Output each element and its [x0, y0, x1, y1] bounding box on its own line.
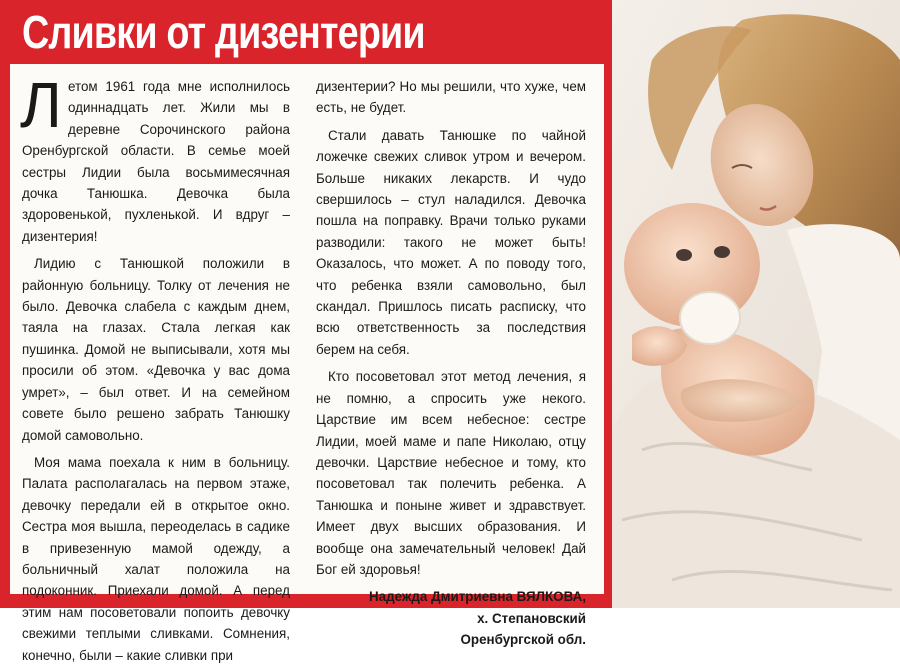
- author-name: Надежда Дмитриевна ВЯЛКОВА,: [369, 589, 586, 605]
- drop-cap: Л: [20, 69, 62, 141]
- baby-eye-right: [714, 246, 730, 258]
- author-signature: [316, 586, 586, 650]
- article-body: [10, 64, 604, 663]
- baby-eye-left: [676, 249, 692, 261]
- baby-bottle: [680, 292, 740, 344]
- article-paragraph-1: [20, 69, 290, 247]
- author-region: Оренбургской обл.: [460, 632, 586, 648]
- author-place: х. Степановский: [477, 610, 586, 626]
- mother-baby-photo: [612, 0, 900, 608]
- article-column-right: [316, 76, 586, 651]
- article-paragraph-4: дизентерии? Но мы решили, что хуже, чем есть, не будет.: [316, 79, 586, 116]
- article-paragraph-3: Моя мама поехала к ним в больницу. Палата располагалась на первом этаже, девочку передали ей в открытое окно. Сестра моя вышла, переоделась в садике в привезенную мамой одежду, а больничный халат положила на подоконник. Приехали домой. А перед этим нам посоветовали попоить девочку свежими теплыми сливками. Сомнения, конечно, были – какие сливки при: [22, 454, 290, 663]
- paragraph-1-text: етом 1961 года мне исполнилось одиннадцать лет. Жили мы в деревне Сорочинского района Оренбургской области. В семье моей сестры Лидии была восьмимесячная дочка Танюшка. Девочка была здоровенькой, пухленькой. И вдруг – дизентерия!: [22, 79, 290, 244]
- article-paragraph-2: Лидию с Танюшкой положили в районную больницу. Толку от лечения не было. Девочка слабела с каждым днем, таяла на глазах. Стала легкая как пушинка. Домой не выписывали, хотя мы просили об этом. «Девочка у вас дома умрет», – был ответ. И на семейном совете было решено забрать Танюшку домой самовольно.: [22, 256, 290, 443]
- mother-feeding-baby-photo-icon: [612, 0, 900, 608]
- article-column-left: [20, 69, 290, 672]
- article-paragraph-5: Стали давать Танюшке по чайной ложечке свежих сливок утром и вечером. Больше никаких лекарств. И чудо свершилось – стул наладился. Девочка пошла на поправку. Врачи только руками разводили: такого не может быть! Оказалось, что может. А по поводу того, что ребенка взяли самовольно, был скандал. Пришлось писать расписку, что всю ответственность за последствия берем на себя.: [316, 127, 586, 357]
- article-title: Сливки от дизентерии: [22, 6, 425, 58]
- article-paragraph-6: Кто посоветовал этот метод лечения, я не помню, а спросить уже некого. Царствие им всем небесное: сестре Лидии, моей маме и папе Николаю, отцу девочки. Царствие небесное и тому, кто посоветовал так полечить ребенка. А Танюшка и поныне живет и здравствует. Имеет двух высших образования. И вообще она замечательный человек! Дай Бог ей здоровья!: [316, 369, 586, 577]
